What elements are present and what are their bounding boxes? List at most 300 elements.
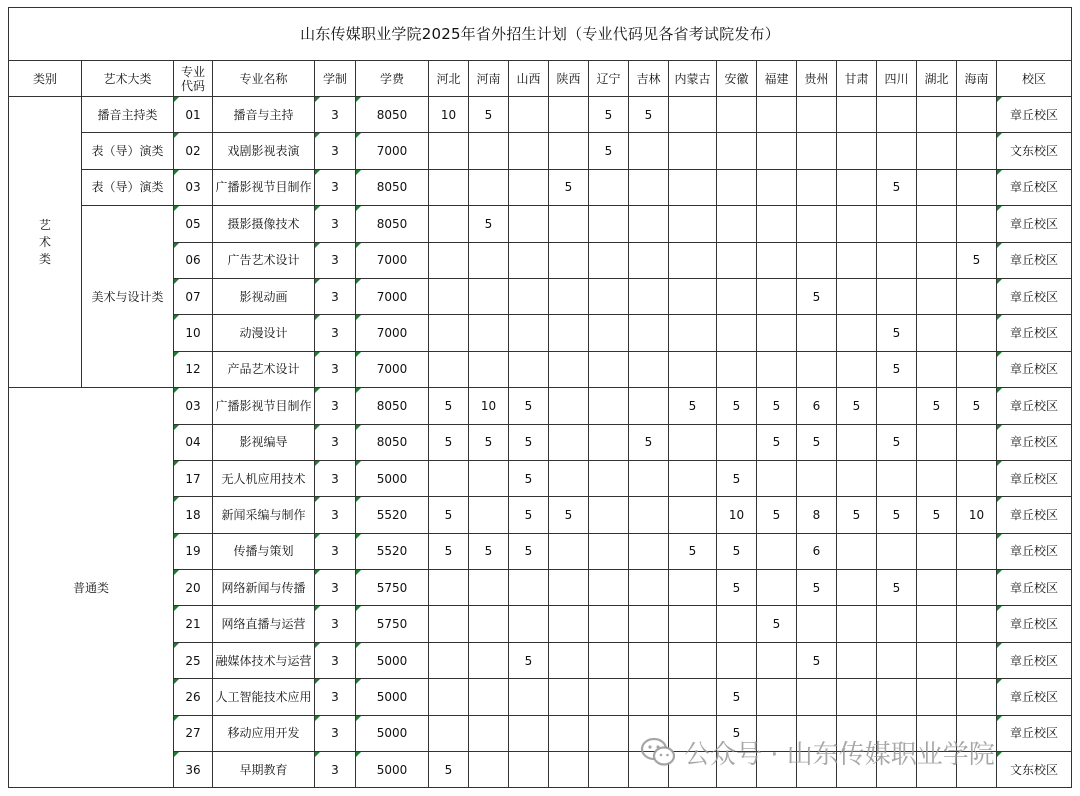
quota-cell: 5 [509,533,549,569]
table-row [9,206,1072,242]
quota-cell [509,570,549,606]
campus: 章丘校区 [997,606,1072,642]
quota-cell [757,133,797,169]
quota-cell [797,715,837,751]
quota-cell [717,242,757,278]
quota-cell [669,424,717,460]
major-name: 影视编导 [213,424,315,460]
quota-cell [429,715,469,751]
quota-cell [429,460,469,496]
quota-cell [757,752,797,788]
quota-cell [797,169,837,205]
quota-cell [917,97,957,133]
quota-cell [589,460,629,496]
quota-cell [509,278,549,314]
quota-cell: 6 [797,388,837,424]
quota-cell [549,242,589,278]
major-name: 早期教育 [213,752,315,788]
category-label: 术 [38,234,51,249]
category-label: 类 [38,251,51,266]
quota-cell [549,315,589,351]
quota-cell: 5 [469,206,509,242]
quota-cell: 5 [589,133,629,169]
quota-cell [549,206,589,242]
quota-cell: 5 [717,570,757,606]
major-code: 03 [174,169,213,205]
major-name: 广播影视节目制作 [213,169,315,205]
quota-cell [589,606,629,642]
quota-cell [629,642,669,678]
quota-cell [717,97,757,133]
quota-cell: 5 [917,388,957,424]
duration: 3 [315,169,356,205]
quota-cell [469,133,509,169]
quota-cell [669,351,717,387]
quota-cell [837,169,877,205]
art-group-cell: 表（导）演类 [82,169,174,205]
quota-cell [669,642,717,678]
quota-cell: 5 [917,497,957,533]
quota-cell: 5 [837,497,877,533]
table-title: 山东传媒职业学院2025年省外招生计划（专业代码见各省考试院发布） [9,8,1072,61]
quota-cell [837,97,877,133]
quota-cell [469,497,509,533]
quota-cell: 5 [589,97,629,133]
quota-cell [469,278,509,314]
quota-cell [837,278,877,314]
quota-cell [917,351,957,387]
quota-cell: 5 [837,388,877,424]
quota-cell [589,679,629,715]
art-group-cell: 美术与设计类 [82,206,174,388]
header-major-name: 专业名称 [213,61,315,97]
major-name: 动漫设计 [213,315,315,351]
quota-cell: 5 [717,533,757,569]
quota-cell: 5 [509,497,549,533]
quota-cell [757,642,797,678]
header-province: 内蒙古 [669,61,717,97]
quota-cell [589,315,629,351]
quota-cell [877,388,917,424]
quota-cell [877,133,917,169]
header-province: 吉林 [629,61,669,97]
tuition: 7000 [356,351,429,387]
quota-cell [549,460,589,496]
quota-cell: 5 [629,97,669,133]
quota-cell [509,206,549,242]
quota-cell [509,715,549,751]
header-province: 安徽 [717,61,757,97]
quota-cell [837,715,877,751]
quota-cell [509,606,549,642]
major-code: 05 [174,206,213,242]
quota-cell [629,351,669,387]
quota-cell [797,242,837,278]
major-code: 18 [174,497,213,533]
quota-cell [877,606,917,642]
quota-cell [629,315,669,351]
quota-cell [717,351,757,387]
quota-cell [629,606,669,642]
quota-cell [509,679,549,715]
quota-cell [669,497,717,533]
header-province: 贵州 [797,61,837,97]
duration: 3 [315,679,356,715]
quota-cell [837,752,877,788]
quota-cell [877,242,917,278]
quota-cell: 5 [629,424,669,460]
quota-cell [629,460,669,496]
header-province: 河北 [429,61,469,97]
quota-cell [877,97,917,133]
quota-cell [757,715,797,751]
tuition: 8050 [356,97,429,133]
duration: 3 [315,570,356,606]
campus: 文东校区 [997,752,1072,788]
quota-cell [629,278,669,314]
major-name: 网络直播与运营 [213,606,315,642]
quota-cell [669,752,717,788]
quota-cell [629,752,669,788]
quota-cell [957,570,997,606]
quota-cell [549,606,589,642]
table-row [9,169,1072,205]
quota-cell [509,315,549,351]
tuition: 5000 [356,460,429,496]
quota-cell: 5 [717,679,757,715]
quota-cell [917,642,957,678]
major-name: 广告艺术设计 [213,242,315,278]
major-name: 移动应用开发 [213,715,315,751]
header-major-code [174,61,213,97]
header-province: 四川 [877,61,917,97]
duration: 3 [315,315,356,351]
quota-cell [797,97,837,133]
quota-cell [877,642,917,678]
tuition: 7000 [356,315,429,351]
quota-cell [469,460,509,496]
campus: 章丘校区 [997,351,1072,387]
header-province: 陕西 [549,61,589,97]
quota-cell [837,460,877,496]
quota-cell [877,715,917,751]
duration: 3 [315,642,356,678]
quota-cell [877,278,917,314]
quota-cell [957,533,997,569]
major-code: 01 [174,97,213,133]
quota-cell [757,278,797,314]
quota-cell [717,315,757,351]
quota-cell: 5 [549,169,589,205]
quota-cell [917,315,957,351]
duration: 3 [315,752,356,788]
quota-cell [877,206,917,242]
quota-cell [757,533,797,569]
quota-cell: 5 [877,351,917,387]
quota-cell [917,715,957,751]
major-code: 04 [174,424,213,460]
quota-cell [957,97,997,133]
quota-cell: 5 [877,497,917,533]
header-province: 福建 [757,61,797,97]
quota-cell: 5 [509,460,549,496]
quota-cell [957,133,997,169]
quota-cell [589,642,629,678]
quota-cell [629,133,669,169]
duration: 3 [315,351,356,387]
quota-cell [549,97,589,133]
quota-cell: 5 [717,388,757,424]
quota-cell: 5 [797,642,837,678]
quota-cell [669,97,717,133]
quota-cell [589,533,629,569]
quota-cell: 5 [757,388,797,424]
major-code: 06 [174,242,213,278]
quota-cell: 5 [797,570,837,606]
quota-cell [797,752,837,788]
art-group-cell: 播音主持类 [82,97,174,133]
quota-cell [629,570,669,606]
quota-cell [589,497,629,533]
major-code: 07 [174,278,213,314]
major-name: 产品艺术设计 [213,351,315,387]
quota-cell [757,206,797,242]
table-row [9,388,1072,424]
quota-cell [469,242,509,278]
quota-cell [509,169,549,205]
quota-cell [797,351,837,387]
quota-cell [917,606,957,642]
quota-cell [917,570,957,606]
quota-cell [509,133,549,169]
category-cell [9,97,82,388]
tuition: 8050 [356,424,429,460]
tuition: 8050 [356,388,429,424]
quota-cell [549,642,589,678]
quota-cell [589,752,629,788]
quota-cell [757,97,797,133]
quota-cell [669,679,717,715]
tuition: 5000 [356,642,429,678]
category-label: 艺 [38,217,51,232]
quota-cell: 5 [757,606,797,642]
quota-cell: 8 [797,497,837,533]
quota-cell [669,169,717,205]
campus: 章丘校区 [997,278,1072,314]
quota-cell [717,606,757,642]
quota-cell: 5 [429,752,469,788]
quota-cell [429,133,469,169]
header-category: 类别 [9,61,82,97]
quota-cell [549,351,589,387]
major-code: 27 [174,715,213,751]
quota-cell [957,752,997,788]
quota-cell: 5 [957,242,997,278]
campus: 章丘校区 [997,715,1072,751]
duration: 3 [315,278,356,314]
quota-cell: 5 [429,424,469,460]
quota-cell [877,533,917,569]
major-code: 02 [174,133,213,169]
major-code: 26 [174,679,213,715]
quota-cell [837,242,877,278]
header-campus: 校区 [997,61,1072,97]
quota-cell [469,679,509,715]
quota-cell: 5 [509,642,549,678]
quota-cell [509,242,549,278]
header-province: 海南 [957,61,997,97]
quota-cell [629,388,669,424]
major-code: 17 [174,460,213,496]
major-code: 21 [174,606,213,642]
quota-cell: 5 [877,424,917,460]
quota-cell [717,133,757,169]
quota-cell [837,533,877,569]
header-province: 辽宁 [589,61,629,97]
quota-cell [757,351,797,387]
quota-cell [589,570,629,606]
quota-cell [549,715,589,751]
quota-cell [917,242,957,278]
quota-cell [429,679,469,715]
quota-cell: 5 [549,497,589,533]
quota-cell [429,570,469,606]
quota-cell: 5 [757,497,797,533]
header-row [9,61,1072,97]
campus: 章丘校区 [997,97,1072,133]
quota-cell [837,606,877,642]
quota-cell: 5 [877,169,917,205]
quota-cell: 5 [877,315,917,351]
quota-cell [757,242,797,278]
major-name: 融媒体技术与运营 [213,642,315,678]
tuition: 8050 [356,169,429,205]
tuition: 5000 [356,715,429,751]
quota-cell [957,424,997,460]
quota-cell [717,752,757,788]
quota-cell [757,169,797,205]
quota-cell [717,278,757,314]
quota-cell [669,278,717,314]
quota-cell [469,752,509,788]
major-name: 新闻采编与制作 [213,497,315,533]
quota-cell [429,606,469,642]
quota-cell [429,315,469,351]
quota-cell: 10 [717,497,757,533]
quota-cell [917,206,957,242]
campus: 章丘校区 [997,424,1072,460]
major-code: 03 [174,388,213,424]
quota-cell [877,752,917,788]
header-major-code-line1: 专业 [180,64,205,79]
quota-cell [797,206,837,242]
quota-cell [629,242,669,278]
table-row [9,133,1072,169]
quota-cell: 5 [429,388,469,424]
quota-cell [957,642,997,678]
major-name: 戏剧影视表演 [213,133,315,169]
duration: 3 [315,97,356,133]
quota-cell [957,715,997,751]
duration: 3 [315,460,356,496]
quota-cell [757,315,797,351]
quota-cell: 5 [877,570,917,606]
quota-cell [469,606,509,642]
major-name: 人工智能技术应用 [213,679,315,715]
duration: 3 [315,497,356,533]
duration: 3 [315,242,356,278]
quota-cell [717,206,757,242]
quota-cell [629,497,669,533]
quota-cell [917,169,957,205]
tuition: 5750 [356,606,429,642]
quota-cell [509,752,549,788]
quota-cell [917,424,957,460]
quota-cell [469,351,509,387]
quota-cell: 5 [669,533,717,569]
duration: 3 [315,133,356,169]
major-code: 36 [174,752,213,788]
header-province: 河南 [469,61,509,97]
quota-cell [589,206,629,242]
quota-cell [797,460,837,496]
quota-cell [837,570,877,606]
quota-cell [957,460,997,496]
quota-cell [429,351,469,387]
campus: 章丘校区 [997,206,1072,242]
quota-cell [757,679,797,715]
quota-cell [629,206,669,242]
quota-cell: 5 [509,424,549,460]
header-art-major-group: 艺术大类 [82,61,174,97]
major-name: 播音与主持 [213,97,315,133]
quota-cell [957,351,997,387]
quota-cell [957,315,997,351]
quota-cell [509,97,549,133]
tuition: 7000 [356,278,429,314]
quota-cell [669,570,717,606]
quota-cell [669,460,717,496]
quota-cell [589,715,629,751]
tuition: 5520 [356,533,429,569]
quota-cell [549,752,589,788]
quota-cell [549,278,589,314]
quota-cell: 5 [717,460,757,496]
quota-cell [837,642,877,678]
quota-cell [589,278,629,314]
duration: 3 [315,606,356,642]
quota-cell [589,169,629,205]
quota-cell [669,606,717,642]
major-name: 传播与策划 [213,533,315,569]
quota-cell [669,242,717,278]
quota-cell: 10 [957,497,997,533]
tuition: 5520 [356,497,429,533]
quota-cell: 10 [429,97,469,133]
quota-cell [877,679,917,715]
quota-cell [957,206,997,242]
quota-cell: 5 [469,533,509,569]
quota-cell [837,315,877,351]
quota-cell [837,206,877,242]
campus: 文东校区 [997,133,1072,169]
tuition: 5000 [356,679,429,715]
duration: 3 [315,424,356,460]
quota-cell [797,679,837,715]
major-name: 影视动画 [213,278,315,314]
quota-cell [917,752,957,788]
quota-cell [717,642,757,678]
